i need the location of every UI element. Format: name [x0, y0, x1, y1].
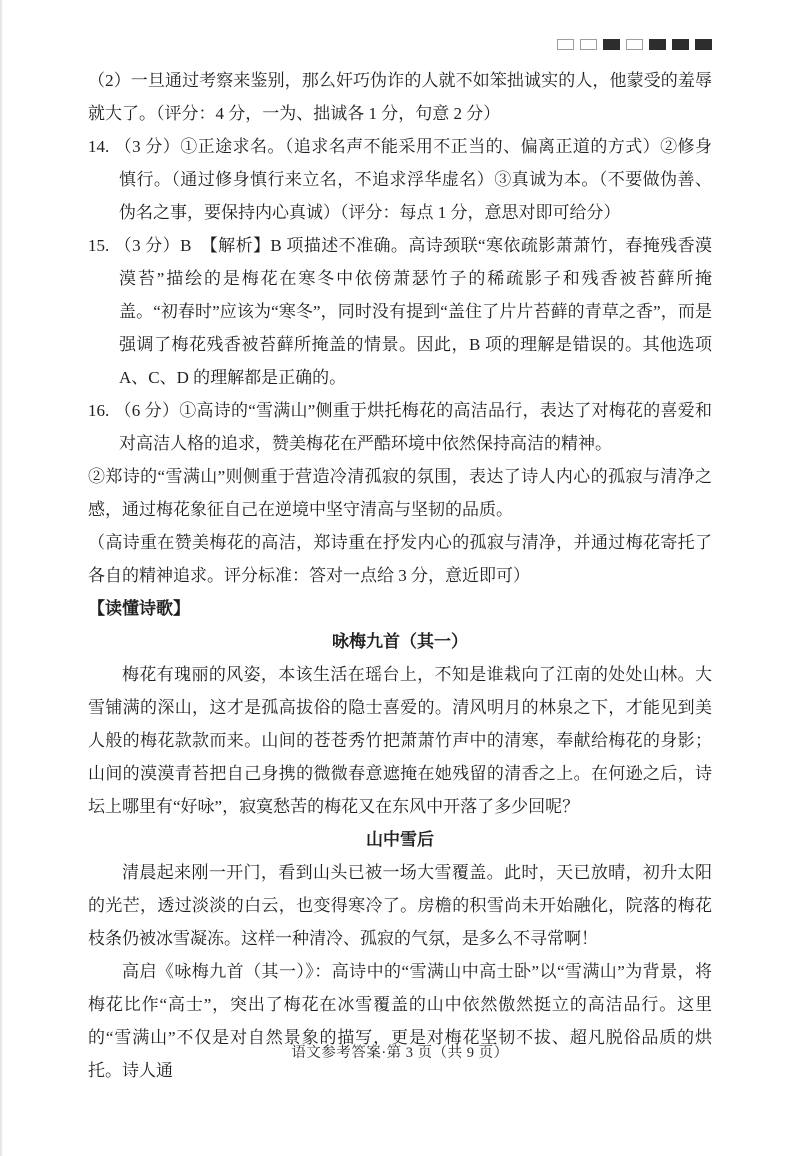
answer-16-number: 16.: [88, 401, 110, 420]
answer-16-text: （6 分）①高诗的“雪满山”侧重于烘托梅花的高洁品行，表达了对梅花的喜爱和对高洁人格的追求，赞美梅花在严酷环境中依然保持高洁的精神。: [114, 401, 712, 453]
poem2-title: 山中雪后: [366, 830, 434, 849]
poem1-title: 咏梅九首（其一）: [332, 632, 468, 651]
answer-15-text: （3 分）B 【解析】B 项描述不准确。高诗颈联“寒依疏影萧萧竹，春掩残香漠漠苔”描绘的是梅花在寒冬中依傍萧瑟竹子的稀疏影子和残香被苔藓所掩盖。“初春时”应该为“寒冬”，同时没有提到“盖住了片片苔藓的青草之香”，而是强调了梅花残香被苔藓所掩盖的情景。因此，B 项的理解是错误的。其他选项 A、C、D 的理解都是正确的。: [114, 236, 712, 387]
answer-13-part2: （2）一旦通过考察来鉴别，那么奸巧伪诈的人就不如笨拙诚实的人，他蒙受的羞辱就大了。（评分：4 分，一为、拙诚各 1 分，句意 2 分）: [88, 71, 712, 123]
answer-item-15: [88, 229, 712, 394]
scan-marker-square-outline: [626, 39, 643, 50]
scan-marker-row: [557, 39, 712, 50]
scan-marker-square-filled: [695, 39, 712, 50]
scan-marker-square-outline: [580, 39, 597, 50]
answer-item-14: [88, 130, 712, 229]
poems-comparison-paragraph: 高启《咏梅九首（其一）》：高诗中的“雪满山中高士卧”以“雪满山”为背景，将梅花比作“高士”，突出了梅花在冰雪覆盖的山中依然傲然挺立的高洁品行。这里的“雪满山”不仅是对自然景象的描写，更是对梅花坚韧不拔、超凡脱俗品质的烘托。诗人通: [88, 962, 712, 1080]
scan-marker-square-filled: [603, 39, 620, 50]
answer-14-text: （3 分）①正途求名。（追求名声不能采用不正当的、偏离正道的方式）②修身慎行。（通过修身慎行来立名，不追求浮华虚名）③真诚为本。（不要做伪善、伪名之事，要保持内心真诚）（评分：每点 1 分，意思对即可给分）: [114, 137, 712, 222]
scan-marker-square-filled: [649, 39, 666, 50]
scan-marker-square-filled: [672, 39, 689, 50]
poem1-paraphrase: 梅花有瑰丽的风姿，本该生活在瑶台上，不知是谁栽向了江南的处处山林。大雪铺满的深山，这才是孤高拔俗的隐士喜爱的。清风明月的林泉之下，才能见到美人般的梅花款款而来。山间的苍苍秀竹把萧萧竹声中的清寒，奉献给梅花的身影；山间的漠漠青苔把自己身携的微微春意遮掩在她残留的清香之上。在何逊之后，诗坛上哪里有“好咏”，寂寞愁苦的梅花又在东风中开落了多少回呢？: [88, 665, 712, 816]
section-label-understand-poetry: 【读懂诗歌】: [88, 599, 190, 618]
page-footer: [0, 1041, 800, 1062]
answer-16-scoring-note: （高诗重在赞美梅花的高洁，郑诗重在抒发内心的孤寂与清净，并通过梅花寄托了各自的精神追求。评分标准：答对一点给 3 分，意近即可）: [88, 533, 712, 585]
answer-16-point2: ②郑诗的“雪满山”则侧重于营造冷清孤寂的氛围，表达了诗人内心的孤寂与清净之感，通过梅花象征自己在逆境中坚守清高与坚韧的品质。: [88, 467, 712, 519]
answer-item-16: [88, 394, 712, 460]
answer-14-number: 14.: [88, 137, 110, 156]
poem2-paraphrase: 清晨起来刚一开门，看到山头已被一场大雪覆盖。此时，天已放晴，初升太阳的光芒，透过淡淡的白云，也变得寒冷了。房檐的积雪尚未开始融化，院落的梅花枝条仍被冰雪凝冻。这样一种清冷、孤寂的气氛，是多么不寻常啊！: [88, 863, 712, 948]
answer-sheet-content: [88, 64, 712, 1087]
page-footer-text: 语文参考答案·第 3 页（共 9 页）: [291, 1045, 509, 1061]
scan-marker-square-outline: [557, 39, 574, 50]
answer-15-number: 15.: [88, 236, 110, 255]
